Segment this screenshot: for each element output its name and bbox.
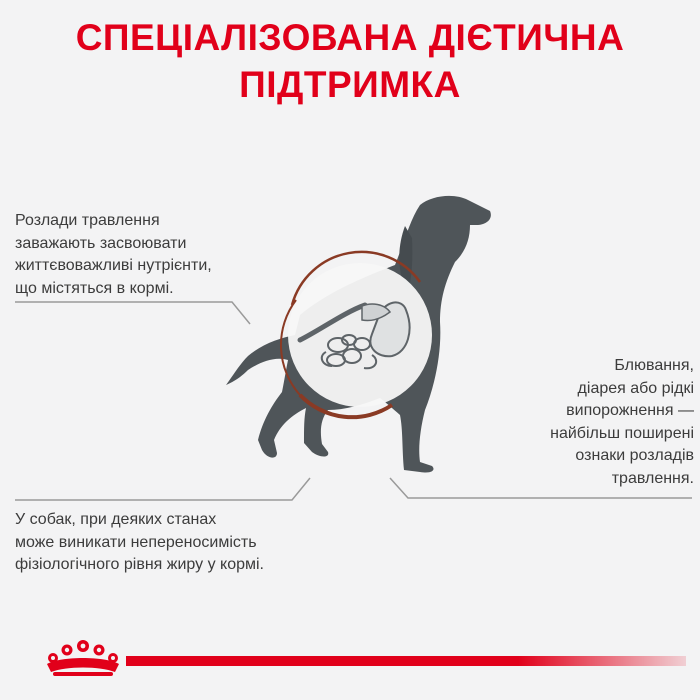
callout-line: що містяться в кормі. bbox=[15, 279, 174, 297]
callout-line-bottom-left bbox=[15, 478, 310, 500]
callout-line: ознаки розладів bbox=[575, 447, 694, 464]
callout-line: У собак, при деяких станах bbox=[15, 511, 217, 528]
callout-line: може виникати непереносимість bbox=[15, 533, 257, 551]
title-line-1: СПЕЦІАЛІЗОВАНА ДІЄТИЧНА bbox=[75, 17, 625, 58]
callout-line: випорожнення — bbox=[566, 402, 694, 419]
callout-symptoms bbox=[484, 355, 694, 490]
callout-line: Блювання, bbox=[614, 357, 694, 374]
title-line-2: ПІДТРИМКА bbox=[239, 64, 461, 105]
callout-line: найбільш поширені bbox=[550, 424, 694, 442]
callout-line-top-left bbox=[15, 302, 250, 324]
callout-line: заважають засвоювати bbox=[15, 234, 187, 252]
callout-line: фізіологічного рівня жиру у кормі. bbox=[15, 556, 264, 573]
brand-footer-bar bbox=[126, 656, 686, 666]
callout-line: діарея або рідкі bbox=[577, 379, 694, 397]
callout-line: травлення. bbox=[611, 469, 694, 487]
crown-icon bbox=[43, 638, 123, 680]
callout-fat-intolerance bbox=[15, 509, 345, 577]
callout-line: Розлади травлення bbox=[15, 212, 160, 229]
callout-line: життєвоважливі нутрієнти, bbox=[15, 257, 212, 274]
callout-digestion-nutrients bbox=[15, 210, 265, 300]
